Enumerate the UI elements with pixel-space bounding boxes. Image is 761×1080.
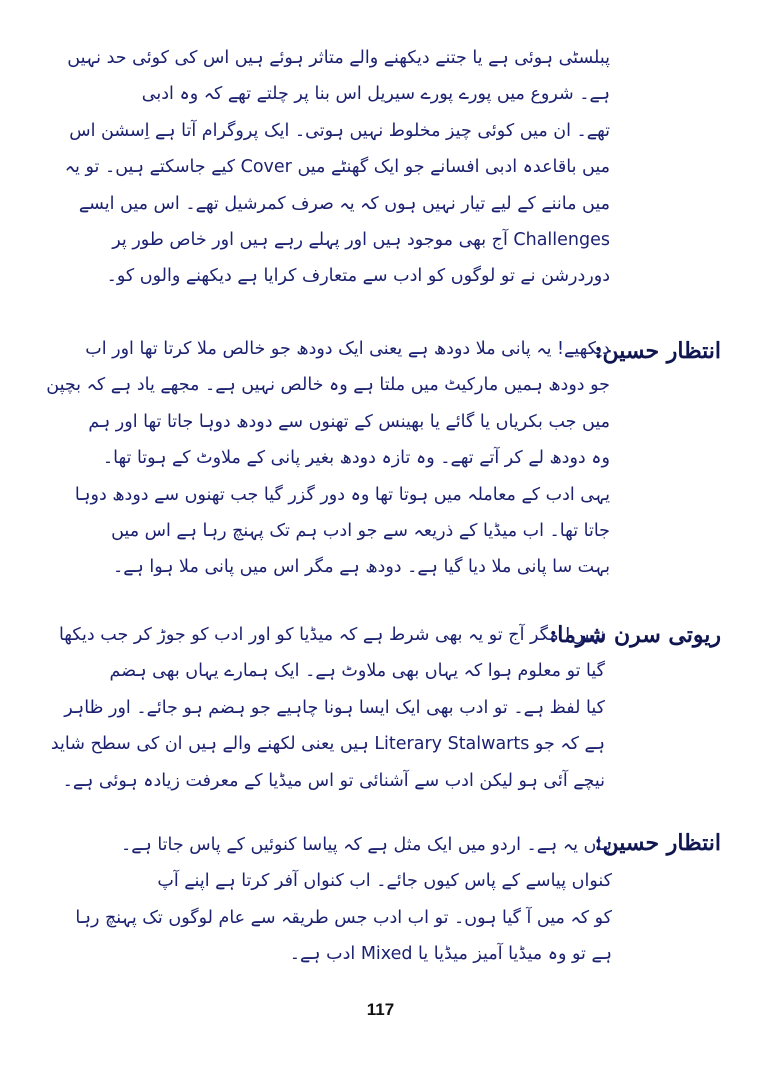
text-line: کیا لفظ ہے۔ تو ادب بھی ایک ایسا ہونا چاہیے جو ہضم ہو جائے۔ اور ظاہر — [64, 697, 605, 718]
text-line: پبلسٹی ہوئی ہے یا جتنے دیکھنے والے متاثر ہوئے ہیں اس کی کوئی حد نہیں — [67, 48, 610, 68]
text-line: گیا تو معلوم ہوا کہ یہاں بھی ملاوٹ ہے۔ ایک ہمارے یہاں بھی ہضم — [109, 661, 605, 682]
text-line: میں باقاعدہ ادبی افسانے جو ایک گھنٹے میں Cover کیے جاسکتے ہیں۔ تو یہ — [64, 157, 610, 178]
speaker-label: ریوتی سرن شرما: — [549, 622, 721, 648]
text-line: دیکھیے! یہ پانی ملا دودھ ہے یعنی ایک دودھ جو خالص ملا کرتا تھا اور اب — [85, 339, 610, 359]
text-line: نیچے آئی ہو لیکن ادب سے آشنائی تو اس میڈیا کے معرفت زیادہ ہوئی ہے۔ — [62, 770, 605, 791]
text-line: ہے تو وہ میڈیا آمیز میڈیا یا Mixed ادب ہے۔ — [289, 944, 612, 965]
speaker-label: انتظار حسین: — [594, 338, 721, 364]
text-line: کو کہ میں آ گیا ہوں۔ تو اب ادب جس طریقہ سے عام لوگوں تک پہنچ رہا — [75, 907, 612, 928]
text-line: بہت سا پانی ملا دیا گیا ہے۔ دودھ ہے مگر اس میں پانی ملا ہوا ہے۔ — [113, 557, 610, 578]
speaker2-paragraph — [50, 617, 605, 799]
text-line: جاتا تھا۔ اب میڈیا کے ذریعہ سے جو ادب ہم تک پہنچ رہا ہے اس میں — [111, 520, 610, 541]
text-line: جو دودھ ہمیں مارکیٹ میں ملتا ہے وہ خالص نہیں ہے۔ مجھے یاد ہے کہ بچپن — [46, 375, 610, 396]
text-line: ہے۔ شروع میں پورے پورے سیریل اس بنا پر چلتے تھے کہ وہ ادبی — [141, 84, 610, 105]
text-line: یہی ادب کے معاملہ میں ہوتا تھا وہ دور گزر گیا جب تھنوں سے دودھ دوہا — [74, 484, 610, 505]
text-line: وہ دودھ لے کر آتے تھے۔ وہ تازہ دودھ بغیر پانی کے ملاوٹ کے ہوتا تھا۔ — [102, 448, 610, 469]
text-line: کنواں پیاسے کے پاس کیوں جائے۔ اب کنواں آفر کرتا ہے اپنے آپ — [157, 871, 612, 892]
text-line: Challenges آج بھی موجود ہیں اور پہلے رہے ہیں اور خاص طور پر — [112, 229, 610, 250]
speaker-label: انتظار حسین: — [594, 830, 721, 856]
text-line: میں ماننے کے لیے تیار نہیں ہوں کہ یہ صرف کمرشیل تھے۔ اس میں ایسے — [78, 193, 610, 214]
text-line: تھے۔ ان میں کوئی چیز مخلوط نہیں ہوتی۔ ایک پروگرام آتا ہے اِسشن اس — [69, 120, 610, 141]
speaker3-paragraph — [75, 827, 612, 973]
page-number: 117 — [366, 1000, 395, 1019]
speaker1-paragraph — [46, 331, 610, 586]
text-line: ہاں یہ ہے۔ اردو میں ایک مثل ہے کہ پیاسا کنوئیں کے پاس جاتا ہے۔ — [121, 835, 612, 855]
text-line: میں جب بکریاں یا گائے یا بھینس کے تھنوں سے دودھ دوہا جاتا تھا اور ہم — [88, 411, 610, 432]
text-line: نہیں! مگر آج تو یہ بھی شرط ہے کہ میڈیا کو اور ادب کو جوڑ کر جب دیکھا — [58, 625, 605, 645]
text-line: ہے کہ جو Literary Stalwarts ہیں یعنی لکھنے والے ہیں ان کی سطح شاید — [50, 734, 605, 755]
intro-paragraph — [64, 40, 610, 295]
text-line: دوردرشن نے تو لوگوں کو ادب سے متعارف کرایا ہے دیکھنے والوں کو۔ — [106, 266, 610, 287]
